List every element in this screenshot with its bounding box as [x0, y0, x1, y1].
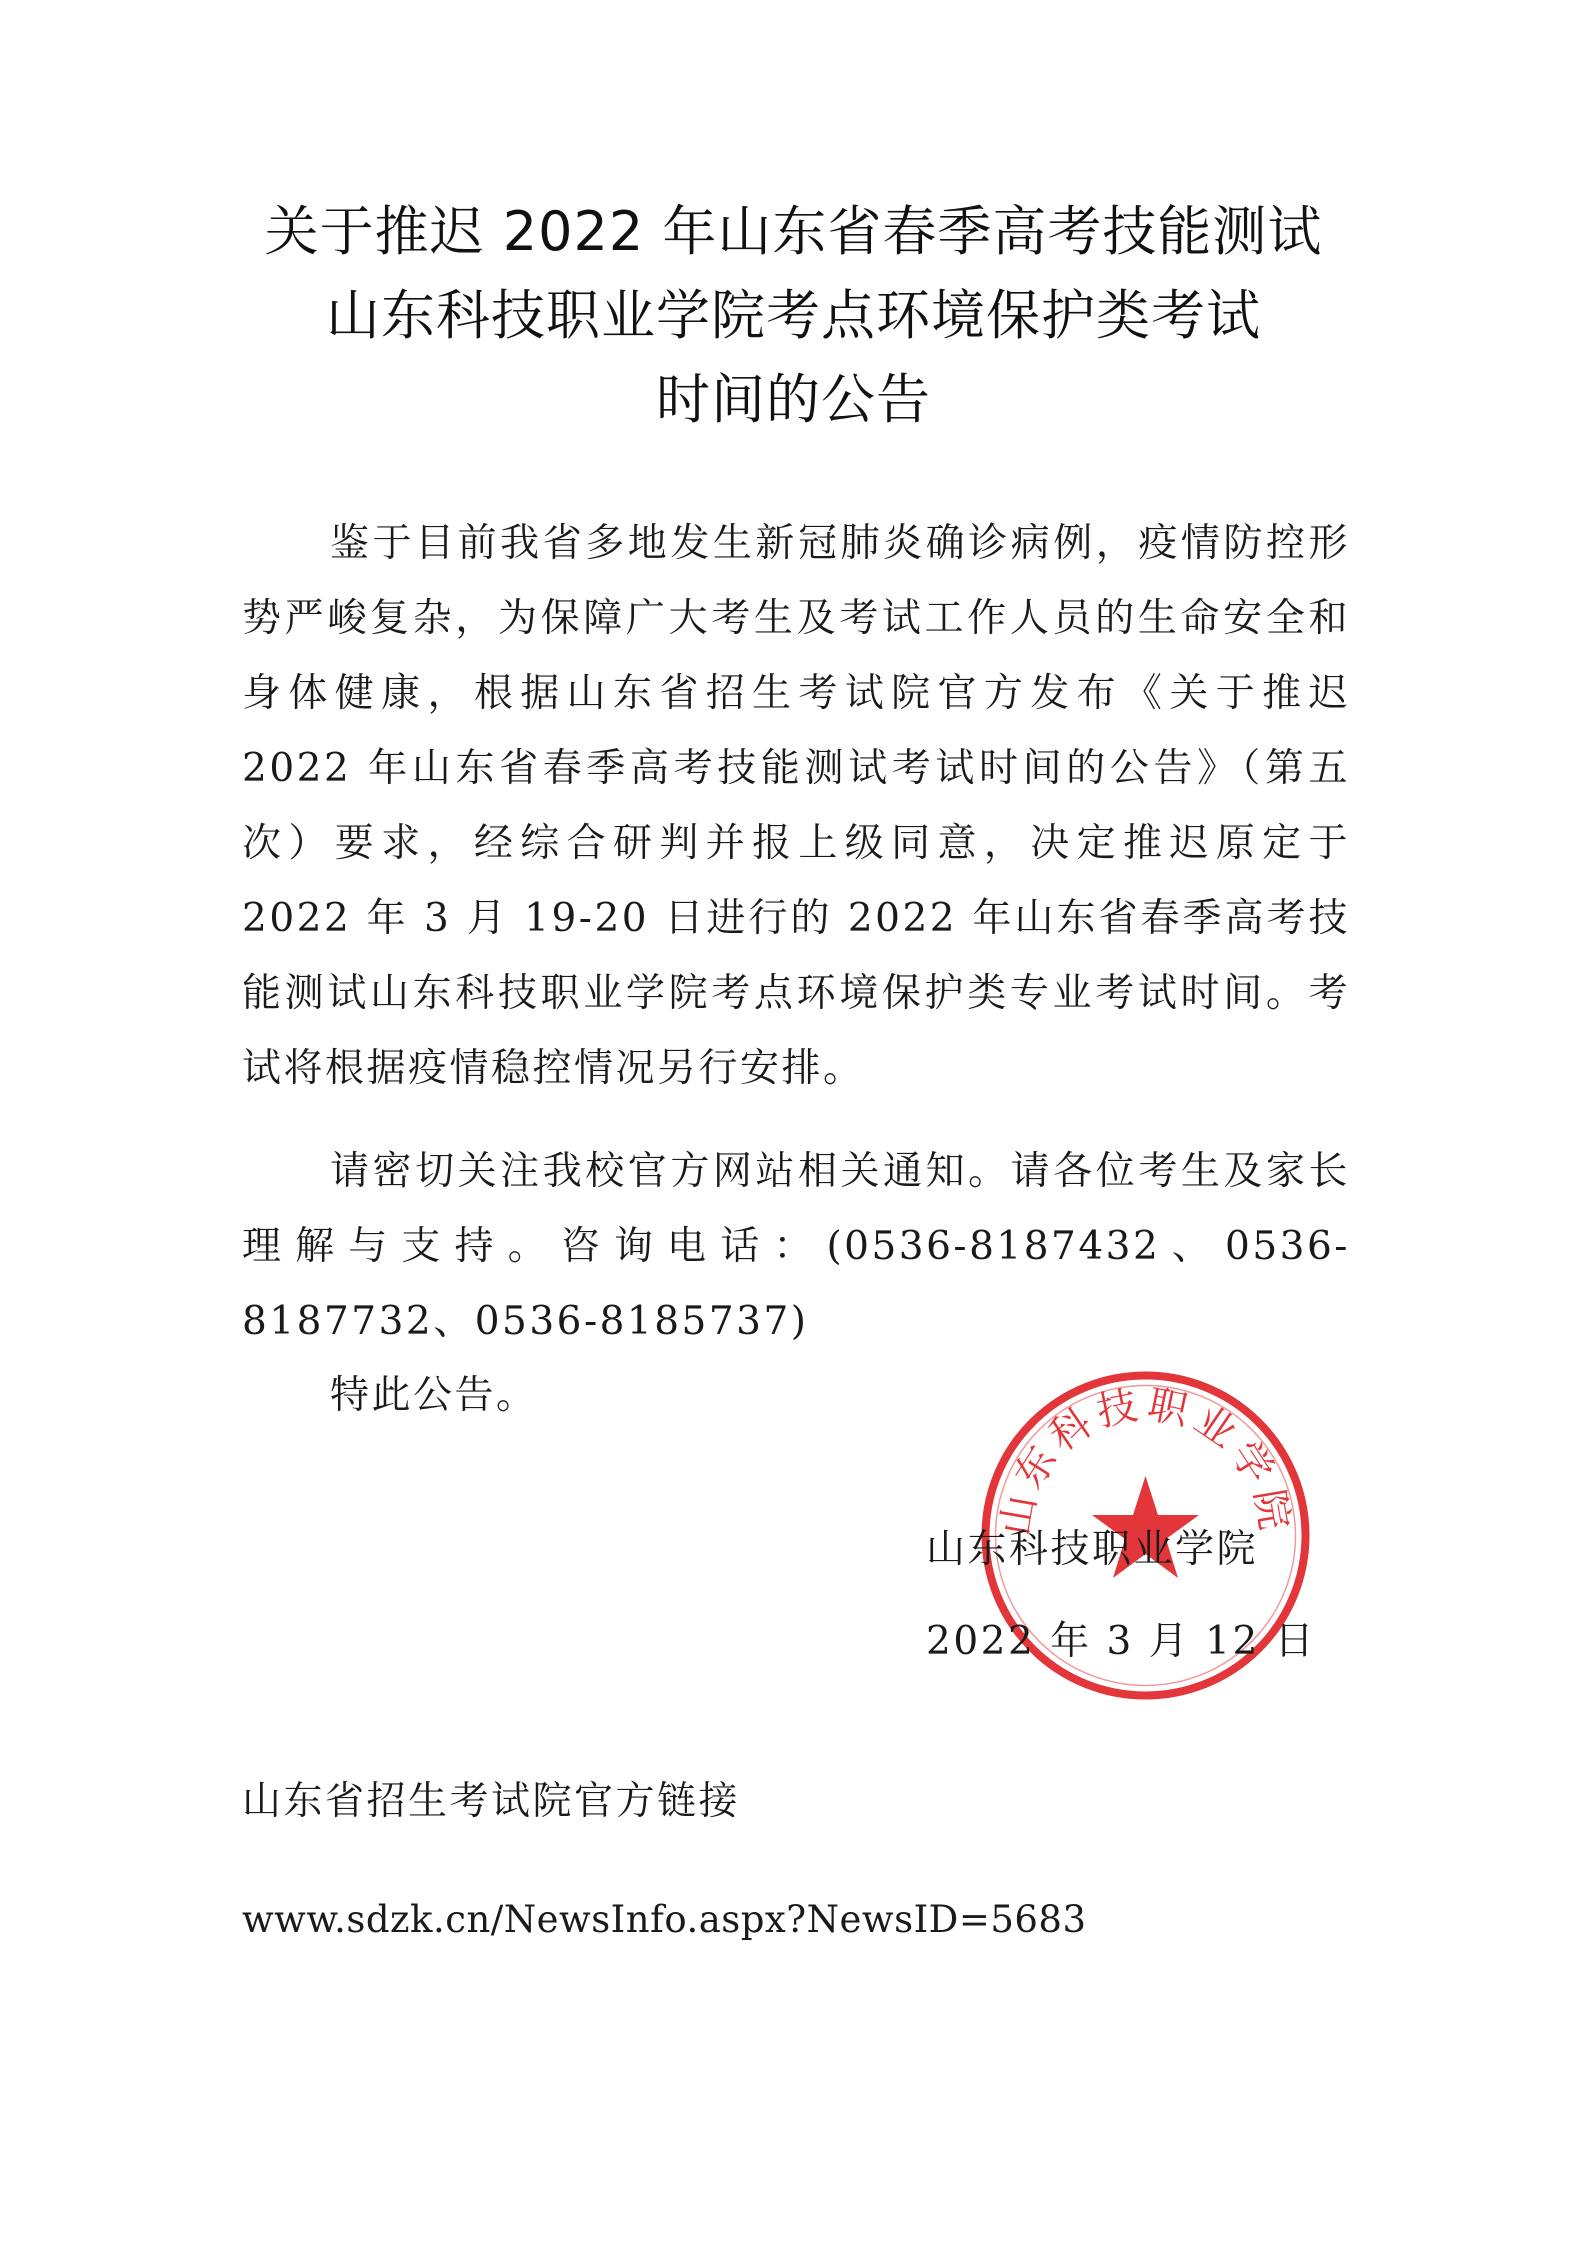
- signature-organization: 山东科技职业学院: [926, 1527, 1259, 1572]
- official-link-label: 山东省招生考试院官方链接: [242, 1779, 741, 1824]
- title-line-1: 关于推迟 2022 年山东省春季高考技能测试: [264, 200, 1323, 263]
- notice-paragraph-contact: 请密切关注我校官方网站相关通知。请各位考生及家长理解与支持。咨询电话：(0536-8187432、0536-8187732、0536-8185737): [242, 1149, 1350, 1344]
- title-line-2: 山东科技职业学院考点环境保护类考试: [326, 284, 1261, 347]
- seal-ring-text: 山东科技职业学院: [992, 1381, 1299, 1540]
- document-title: [180, 190, 1407, 442]
- notice-closing: 特此公告。: [330, 1373, 538, 1418]
- signature-date: 2022 年 3 月 12 日: [926, 1619, 1317, 1664]
- title-line-3: 时间的公告: [656, 368, 931, 431]
- notice-paragraph-main: 鉴于目前我省多地发生新冠肺炎确诊病例，疫情防控形势严峻复杂，为保障广大考生及考试工作人员的生命安全和身体健康，根据山东省招生考试院官方发布《关于推迟 2022 年山东省春季高考技能测试考试时间的公告》（第五次）要求，经综合研判并报上级同意，决定推迟原定于 2022 年 3 月 19-20 日进行的 2022 年山东省春季高考技能测试山东科技职业学院考点环境保护类专业考试时间。考试将根据疫情稳控情况另行安排。: [242, 521, 1350, 1091]
- official-link-url[interactable]: www.sdzk.cn/NewsInfo.aspx?NewsID=5683: [242, 1898, 1087, 1941]
